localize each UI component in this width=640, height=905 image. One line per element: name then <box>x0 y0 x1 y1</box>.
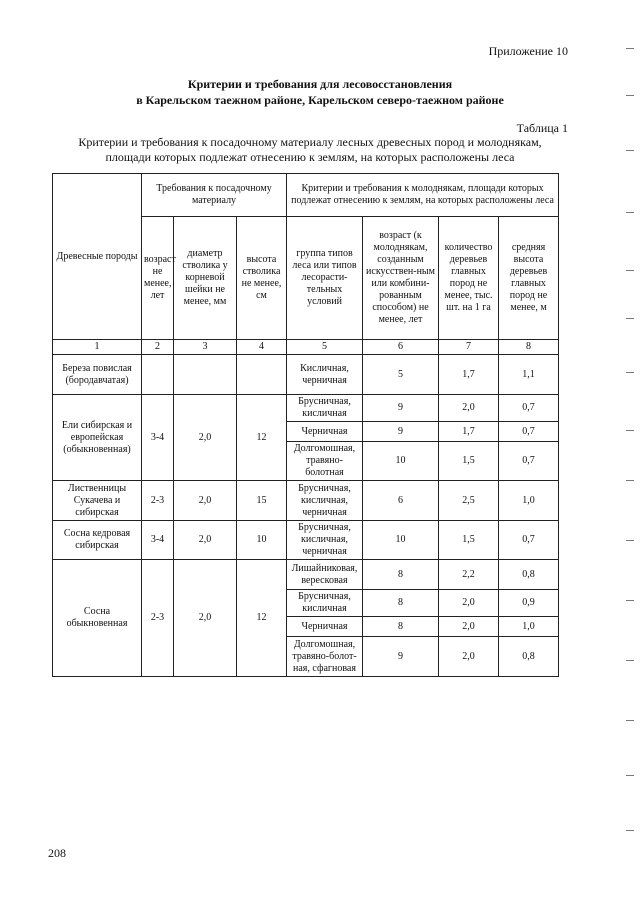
planting-height: 12 <box>237 560 287 677</box>
planting-diameter: 2,0 <box>174 521 237 560</box>
average-height: 0,9 <box>499 590 559 617</box>
young-stand-age: 10 <box>363 442 439 481</box>
edge-mark <box>626 830 634 831</box>
species-name: Ели сибирская и европейская (обыкновенная) <box>53 395 142 481</box>
header-young-age: возраст (к молоднякам, созданным искусствен-ным или комбини-рованным способом) не менее, лет <box>363 217 439 340</box>
forest-type-group: Черничная <box>287 422 363 442</box>
table-caption-line1: Критерии и требования к посадочному материалу лесных древесных пород и молоднякам, <box>78 135 542 149</box>
col-num: 3 <box>174 340 237 355</box>
edge-mark <box>626 660 634 661</box>
average-height: 1,0 <box>499 617 559 637</box>
header-diameter: диаметр стволика у корневой шейки не менее, мм <box>174 217 237 340</box>
header-avg-height: средняя высота деревьев главных пород не менее, м <box>499 217 559 340</box>
young-stand-age: 8 <box>363 560 439 590</box>
planting-diameter: 2,0 <box>174 560 237 677</box>
tree-count: 2,0 <box>439 637 499 677</box>
table-row <box>53 560 559 590</box>
tree-count: 2,5 <box>439 481 499 521</box>
col-num: 2 <box>142 340 174 355</box>
forest-type-group: Брусничная, кисличная, черничная <box>287 521 363 560</box>
table-caption-line2: площади которых подлежат отнесению к землям, на которых расположены леса <box>105 150 515 164</box>
young-stand-age: 5 <box>363 355 439 395</box>
tree-count: 2,0 <box>439 590 499 617</box>
appendix-label: Приложение 10 <box>488 44 568 58</box>
tree-count: 1,5 <box>439 442 499 481</box>
forest-type-group: Брусничная, кисличная <box>287 395 363 422</box>
table-row <box>53 481 559 521</box>
planting-diameter: 2,0 <box>174 481 237 521</box>
page-number: 208 <box>48 846 66 860</box>
young-stand-age: 9 <box>363 637 439 677</box>
average-height: 0,7 <box>499 521 559 560</box>
edge-mark <box>626 720 634 721</box>
young-stand-age: 8 <box>363 590 439 617</box>
planting-height: 15 <box>237 481 287 521</box>
edge-mark <box>626 430 634 431</box>
edge-mark <box>626 150 634 151</box>
edge-mark <box>626 600 634 601</box>
header-count: количество деревьев главных пород не менее, тыс. шт. на 1 га <box>439 217 499 340</box>
planting-height: 10 <box>237 521 287 560</box>
table-row <box>53 521 559 560</box>
col-num: 5 <box>287 340 363 355</box>
forest-type-group: Лишайниковая, вересковая <box>287 560 363 590</box>
document-title-line2: в Карельском таежном районе, Карельском северо-таежном районе <box>136 93 504 107</box>
forest-type-group: Кисличная, черничная <box>287 355 363 395</box>
edge-mark <box>626 372 634 373</box>
header-age: возраст не менее, лет <box>142 217 174 340</box>
planting-age: 2-3 <box>142 481 174 521</box>
col-num: 8 <box>499 340 559 355</box>
planting-age: 2-3 <box>142 560 174 677</box>
edge-mark <box>626 540 634 541</box>
species-name: Сосна кедровая сибирская <box>53 521 142 560</box>
young-stand-age: 10 <box>363 521 439 560</box>
edge-mark <box>626 270 634 271</box>
header-planting-group: Требования к посадочному материалу <box>142 174 287 217</box>
edge-mark <box>626 775 634 776</box>
tree-count: 2,2 <box>439 560 499 590</box>
col-num: 6 <box>363 340 439 355</box>
document-title-line1: Критерии и требования для лесовосстановления <box>187 77 453 91</box>
edge-mark <box>626 48 634 49</box>
average-height: 0,7 <box>499 442 559 481</box>
forest-type-group: Черничная <box>287 617 363 637</box>
edge-mark <box>626 480 634 481</box>
criteria-table <box>52 173 559 677</box>
tree-count: 1,7 <box>439 355 499 395</box>
young-stand-age: 9 <box>363 422 439 442</box>
average-height: 0,8 <box>499 560 559 590</box>
header-young-group: Критерии и требования к молоднякам, площади которых подлежат отнесению к землям, на которых расположены леса <box>287 174 559 217</box>
table-row <box>53 355 559 395</box>
table-row <box>53 395 559 422</box>
planting-height <box>237 355 287 395</box>
header-species: Древесные породы <box>53 174 142 340</box>
edge-mark <box>626 95 634 96</box>
planting-diameter: 2,0 <box>174 395 237 481</box>
col-num: 4 <box>237 340 287 355</box>
planting-height: 12 <box>237 395 287 481</box>
average-height: 1,0 <box>499 481 559 521</box>
species-name: Лиственницы Сукачева и сибирская <box>53 481 142 521</box>
young-stand-age: 9 <box>363 395 439 422</box>
planting-age <box>142 355 174 395</box>
edge-mark <box>626 318 634 319</box>
tree-count: 1,5 <box>439 521 499 560</box>
planting-diameter <box>174 355 237 395</box>
col-num: 7 <box>439 340 499 355</box>
table-header-row <box>53 174 559 217</box>
table-number: Таблица 1 <box>516 121 568 135</box>
column-number-row <box>53 340 559 355</box>
col-num: 1 <box>53 340 142 355</box>
average-height: 0,7 <box>499 422 559 442</box>
forest-type-group: Брусничная, кисличная <box>287 590 363 617</box>
average-height: 1,1 <box>499 355 559 395</box>
average-height: 0,8 <box>499 637 559 677</box>
planting-age: 3-4 <box>142 521 174 560</box>
average-height: 0,7 <box>499 395 559 422</box>
tree-count: 2,0 <box>439 617 499 637</box>
header-forest-group: группа типов леса или типов лесорасти-тельных условий <box>287 217 363 340</box>
table-caption <box>40 135 580 165</box>
forest-type-group: Долгомошная, травяно-болот-ная, сфагновая <box>287 637 363 677</box>
header-height: высота стволика не менее, см <box>237 217 287 340</box>
forest-type-group: Долгомошная, травяно-болотная <box>287 442 363 481</box>
tree-count: 1,7 <box>439 422 499 442</box>
young-stand-age: 8 <box>363 617 439 637</box>
forest-type-group: Брусничная, кисличная, черничная <box>287 481 363 521</box>
species-name: Береза повислая (бородавчатая) <box>53 355 142 395</box>
young-stand-age: 6 <box>363 481 439 521</box>
planting-age: 3-4 <box>142 395 174 481</box>
edge-mark <box>626 212 634 213</box>
tree-count: 2,0 <box>439 395 499 422</box>
species-name: Сосна обыкновенная <box>53 560 142 677</box>
